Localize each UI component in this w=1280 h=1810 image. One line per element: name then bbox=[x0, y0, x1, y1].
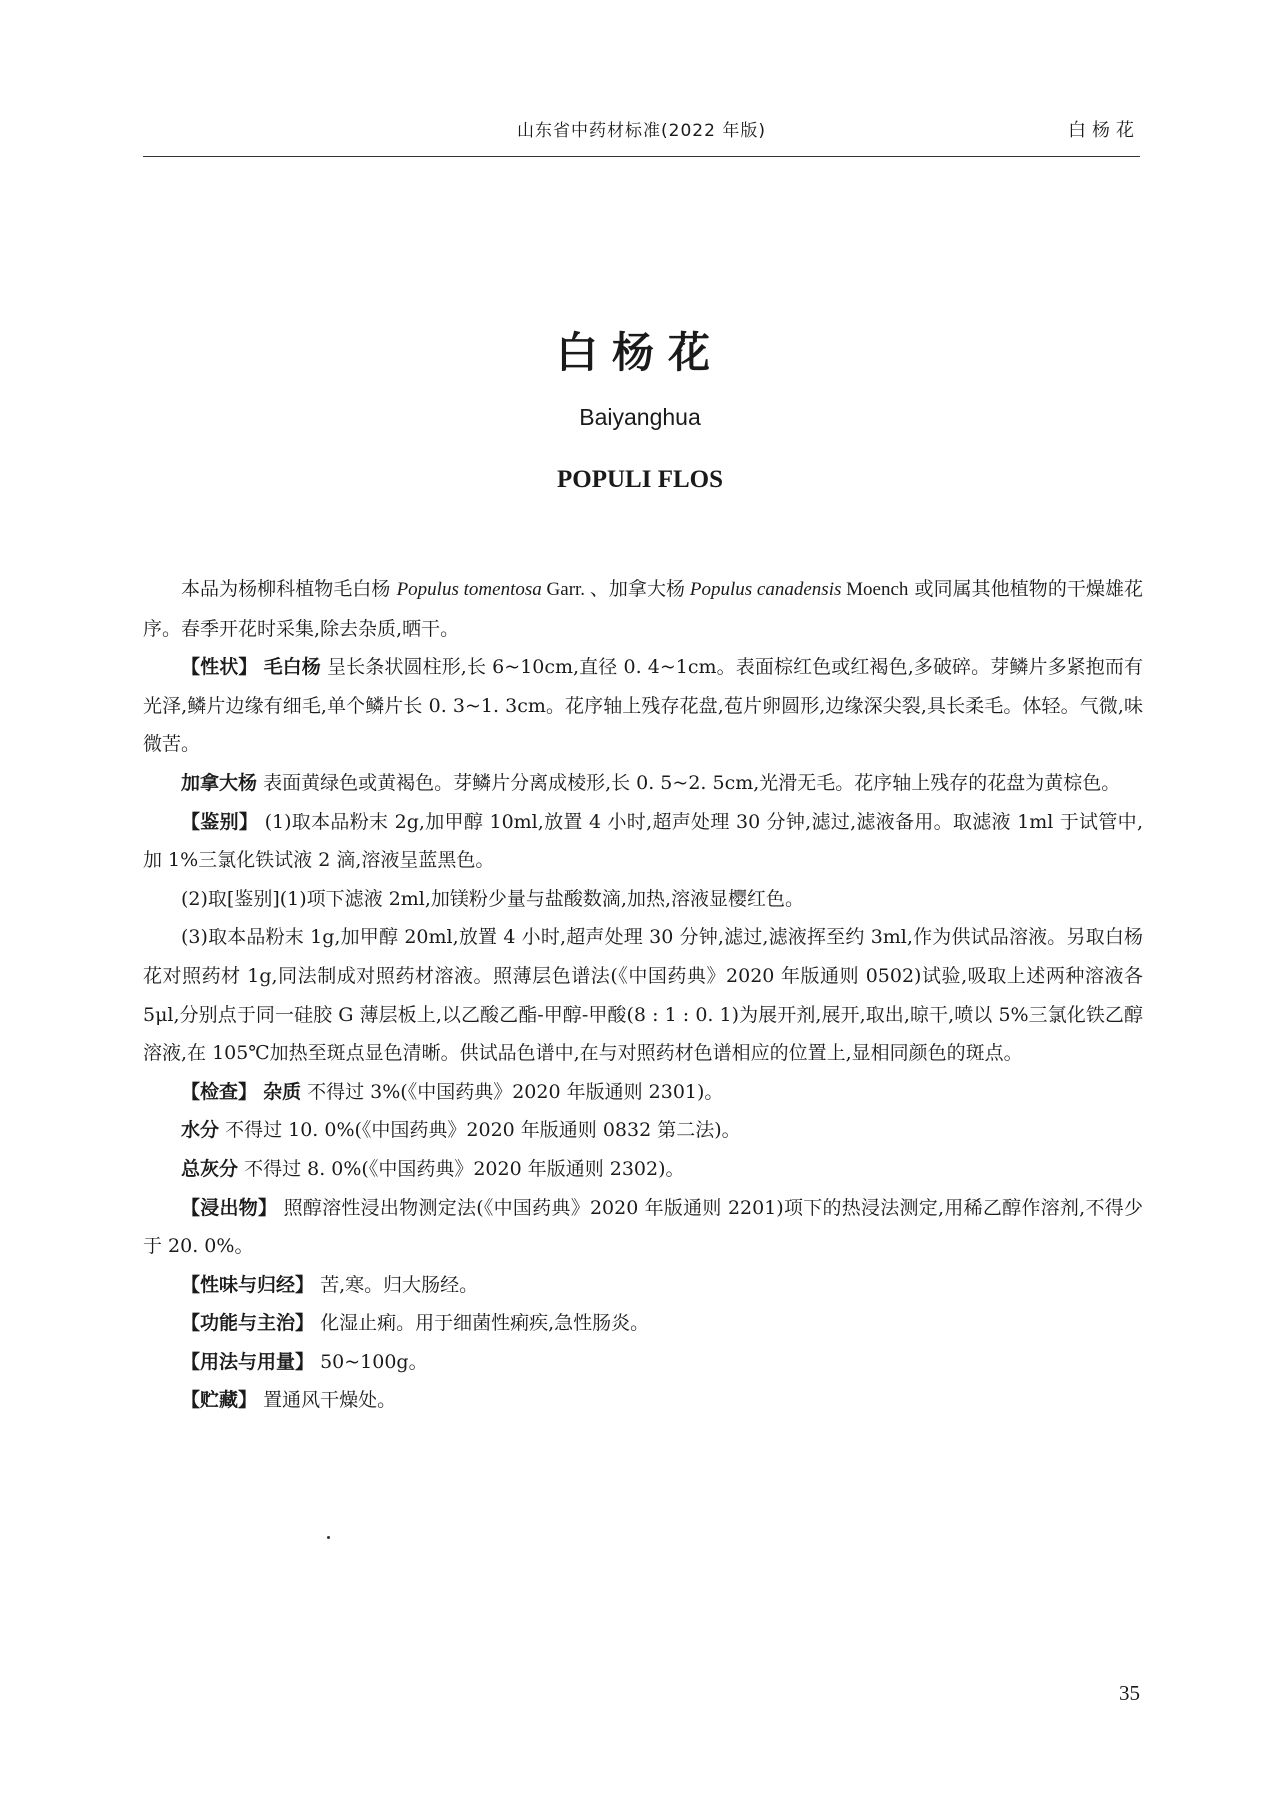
section-label-identification: 【鉴别】 bbox=[181, 810, 259, 833]
extractives-text: 照醇溶性浸出物测定法(《中国药典》2020 年版通则 2201)项下的热浸法测定,用稀乙醇作溶剂,不得少于 20. 0%。 bbox=[143, 1196, 1143, 1258]
dosage-paragraph bbox=[143, 1343, 1143, 1382]
sublabel-moisture: 水分 bbox=[181, 1119, 220, 1142]
header-entry-name: 白杨花 bbox=[1068, 120, 1140, 141]
page-number: 35 bbox=[1119, 1681, 1140, 1705]
function-text: 化湿止痢。用于细菌性痢疾,急性肠炎。 bbox=[320, 1312, 650, 1335]
species-name-1: Populus tomentosa bbox=[396, 579, 542, 600]
identification-paragraph-1 bbox=[143, 803, 1143, 880]
identification-text-1: (1)取本品粉末 2g,加甲醇 10ml,放置 4 小时,超声处理 30 分钟,滤过,滤液备用。取滤液 1ml 于试管中,加 1%三氯化铁试液 2 滴,溶液呈蓝黑色。 bbox=[143, 810, 1143, 872]
intro-text-2: 或同属其他植物的干燥雄花序。春季开花时采集,除去杂质,晒干。 bbox=[143, 578, 1143, 640]
inspection-paragraph-2 bbox=[143, 1111, 1143, 1150]
sublabel-jianadayang: 加拿大杨 bbox=[181, 771, 258, 794]
identification-paragraph-3: (3)取本品粉末 1g,加甲醇 20ml,放置 4 小时,超声处理 30 分钟,滤过,滤液挥至约 3ml,作为供试品溶液。另取白杨花对照药材 1g,同法制成对照药材溶液。照薄层色谱法(《中国药典》2020 年版通则 0502)试验,吸取上述两种溶液各 5μl,分别点于同一硅胶 G 薄层板上,以乙酸乙酯-甲醇-甲酸(8 : 1 : 0. 1)为展开剂,展开,取出,晾干,喷以 5%三氯化铁乙醇溶液,在 105℃加热至斑点显色清晰。供试品色谱中,在与对照药材色谱相应的位置上,显相同颜色的斑点。 bbox=[143, 926, 1143, 1065]
property-paragraph bbox=[143, 1266, 1143, 1305]
storage-text: 置通风干燥处。 bbox=[263, 1389, 397, 1412]
storage-paragraph bbox=[143, 1381, 1143, 1420]
sublabel-total-ash: 总灰分 bbox=[181, 1157, 239, 1180]
dosage-text: 50~100g。 bbox=[320, 1350, 428, 1373]
description-text-2: 表面黄绿色或黄褐色。芽鳞片分离成棱形,长 0. 5~2. 5cm,光滑无毛。花序轴上残存的花盘为黄棕色。 bbox=[263, 771, 1121, 794]
intro-paragraph bbox=[143, 570, 1143, 648]
section-label-extractives: 【浸出物】 bbox=[181, 1196, 278, 1219]
monograph-body bbox=[143, 570, 1143, 1420]
inspection-text-1: 不得过 3%(《中国药典》2020 年版通则 2301)。 bbox=[307, 1080, 724, 1103]
section-label-description: 【性状】 bbox=[181, 656, 258, 679]
extractives-paragraph bbox=[143, 1189, 1143, 1266]
species-name-2: Populus canadensis bbox=[689, 579, 842, 600]
sublabel-maobaiyang: 毛白杨 bbox=[263, 656, 321, 679]
author-2: Moench bbox=[841, 579, 909, 600]
section-label-inspection: 【检查】 bbox=[181, 1080, 258, 1103]
section-label-dosage: 【用法与用量】 bbox=[181, 1350, 315, 1373]
section-label-storage: 【贮藏】 bbox=[181, 1389, 258, 1412]
intro-text-1: 本品为杨柳科植物毛白杨 bbox=[181, 578, 397, 600]
inspection-text-2: 不得过 10. 0%(《中国药典》2020 年版通则 0832 第二法)。 bbox=[225, 1119, 741, 1142]
entry-pinyin: Baiyanghua bbox=[579, 404, 701, 430]
inspection-text-3: 不得过 8. 0%(《中国药典》2020 年版通则 2302)。 bbox=[244, 1157, 685, 1180]
function-paragraph bbox=[143, 1304, 1143, 1343]
description-paragraph-1 bbox=[143, 648, 1143, 764]
description-text-1: 呈长条状圆柱形,长 6~10cm,直径 0. 4~1cm。表面棕红色或红褐色,多破碎。芽鳞片多紧抱而有光泽,鳞片边缘有细毛,单个鳞片长 0. 3~1. 3cm。花序轴上残存花盘,苞片卵圆形,边缘深尖裂,具长柔毛。体轻。气微,味微苦。 bbox=[143, 656, 1143, 756]
entry-latin-name: POPULI FLOS bbox=[557, 466, 723, 493]
author-1: Garr. 、加拿大杨 bbox=[541, 579, 690, 600]
property-text: 苦,寒。归大肠经。 bbox=[320, 1273, 479, 1296]
section-label-function: 【功能与主治】 bbox=[181, 1312, 315, 1335]
entry-title: 白杨花 bbox=[555, 328, 724, 377]
sublabel-impurity: 杂质 bbox=[263, 1080, 302, 1103]
identification-paragraph-2: (2)取[鉴别](1)项下滤液 2ml,加镁粉少量与盐酸数滴,加热,溶液显樱红色。 bbox=[181, 887, 804, 910]
description-paragraph-2 bbox=[143, 764, 1143, 803]
section-label-property: 【性味与归经】 bbox=[181, 1273, 315, 1296]
header-book-title: 山东省中药材标准(2022 年版) bbox=[517, 121, 766, 141]
stray-dot-mark bbox=[327, 1536, 330, 1539]
running-header bbox=[143, 112, 1140, 157]
inspection-paragraph-1 bbox=[143, 1073, 1143, 1112]
inspection-paragraph-3 bbox=[143, 1150, 1143, 1189]
